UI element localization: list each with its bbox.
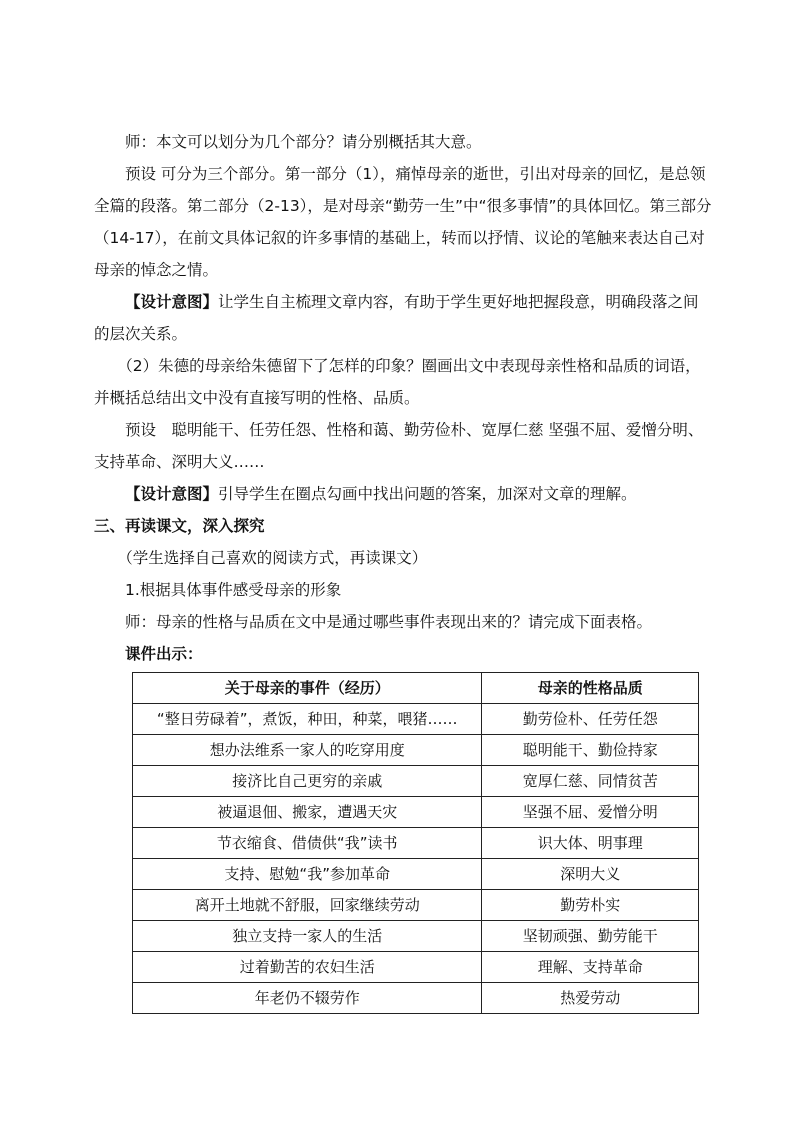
paragraph-table-question: 师：母亲的性格与品质在文中是通过哪些事件表现出来的？请完成下面表格。	[125, 613, 653, 631]
table-cell-event: 支持、慰勉“我”参加革命	[133, 859, 482, 890]
table-header-traits: 母亲的性格品质	[482, 673, 699, 704]
section-heading: 三、再读课文，深入探究	[94, 517, 265, 535]
table-cell-trait: 识大体、明事理	[482, 828, 699, 859]
paragraph-reading-note: （学生选择自己喜欢的阅读方式，再读课文）	[117, 549, 428, 567]
paragraph-design-intent-1	[94, 286, 714, 350]
table-row	[133, 766, 699, 797]
table-row	[133, 735, 699, 766]
table-cell-trait: 勤劳朴实	[482, 890, 699, 921]
table-header-row	[133, 673, 699, 704]
table-row	[133, 921, 699, 952]
table-cell-trait: 坚强不屈、爱憎分明	[482, 797, 699, 828]
table-cell-event: 年老仍不辍劳作	[133, 983, 482, 1014]
courseware-label: 课件出示：	[125, 645, 203, 663]
table-row	[133, 952, 699, 983]
paragraph-preset-parts: 预设 可分为三个部分。第一部分（1），痛悼母亲的逝世，引出对母亲的回忆，是总领全篇的段落。第二部分（2-13），是对母亲“勤劳一生”中“很多事情”的具体回忆。第三部分（14-17），在前文具体记叙的许多事情的基础上，转而以抒情、议论的笔触来表达自己对母亲的悼念之情。	[94, 165, 712, 279]
table-row	[133, 983, 699, 1014]
table-cell-trait: 宽厚仁慈、同情贫苦	[482, 766, 699, 797]
table-header-events: 关于母亲的事件（经历）	[133, 673, 482, 704]
table-cell-event: “整日劳碌着”，煮饭，种田，种菜，喂猪……	[133, 704, 482, 735]
table-cell-trait: 理解、支持革命	[482, 952, 699, 983]
table-cell-event: 被逼退佃、搬家，遭遇天灾	[133, 797, 482, 828]
table-row	[133, 859, 699, 890]
document-page	[94, 126, 714, 1014]
table-cell-trait: 勤劳俭朴、任劳任怨	[482, 704, 699, 735]
design-intent-label: 【设计意图】	[125, 485, 219, 503]
table-row	[133, 797, 699, 828]
table-cell-event: 离开土地就不舒服，回家继续劳动	[133, 890, 482, 921]
paragraph-design-intent-2	[94, 478, 714, 510]
paragraph-question-impression: （2）朱德的母亲给朱德留下了怎样的印象？圈画出文中表现母亲性格和品质的词语，并概括总结出文中没有直接写明的性格、品质。	[94, 357, 701, 407]
paragraph-preset-traits: 预设 聪明能干、任劳任怨、性格和蔼、勤劳俭朴、宽厚仁慈 坚强不屈、爱憎分明、支持革命、深明大义……	[94, 421, 704, 471]
table-cell-trait: 热爱劳动	[482, 983, 699, 1014]
table-row	[133, 704, 699, 735]
table-cell-trait: 聪明能干、勤俭持家	[482, 735, 699, 766]
table-cell-event: 过着勤苦的农妇生活	[133, 952, 482, 983]
design-intent-label: 【设计意图】	[125, 293, 219, 311]
table-cell-event: 接济比自己更穷的亲戚	[133, 766, 482, 797]
table-cell-trait: 深明大义	[482, 859, 699, 890]
table-row	[133, 828, 699, 859]
table-cell-event: 节衣缩食、借债供“我”读书	[133, 828, 482, 859]
table-row	[133, 890, 699, 921]
table-cell-event: 想办法维系一家人的吃穿用度	[133, 735, 482, 766]
paragraph-question-parts: 师：本文可以划分为几个部分？请分别概括其大意。	[125, 133, 482, 151]
table-cell-trait: 坚韧顽强、勤劳能干	[482, 921, 699, 952]
design-intent-text: 引导学生在圈点勾画中找出问题的答案，加深对文章的理解。	[218, 485, 637, 503]
design-intent-text: 让学生自主梳理文章内容，有助于学生更好地把握段意，明确段落之间的层次关系。	[94, 293, 699, 343]
paragraph-subtitle: 1.根据具体事件感受母亲的形象	[125, 581, 342, 599]
events-traits-table	[132, 672, 699, 1014]
table-cell-event: 独立支持一家人的生活	[133, 921, 482, 952]
